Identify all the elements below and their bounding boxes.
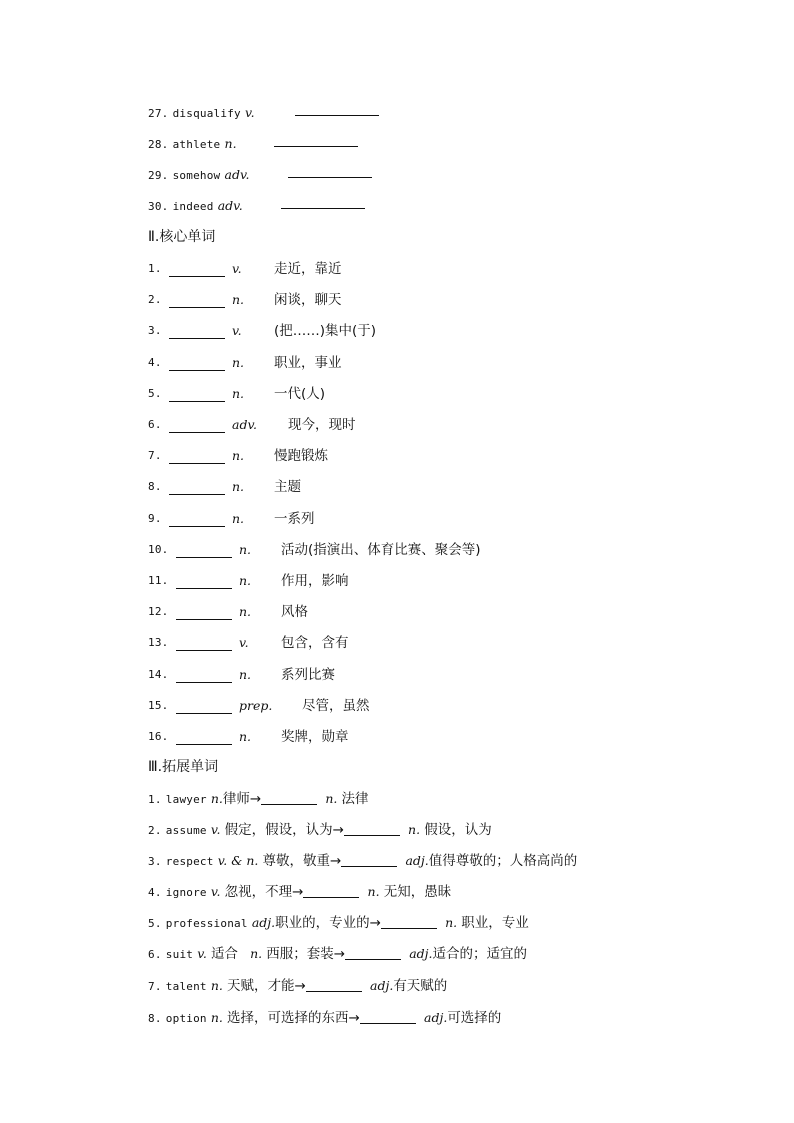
answer-blank[interactable] [169, 387, 225, 402]
answer-blank[interactable] [306, 977, 362, 992]
item-number: 2. [148, 293, 162, 306]
answer-blank[interactable] [288, 163, 372, 178]
item-number: 30. [148, 200, 169, 213]
chinese-meaning: 作用，影响 [281, 573, 349, 589]
chinese-meaning: 天赋，才能→ [227, 978, 306, 994]
answer-blank[interactable] [281, 194, 365, 209]
extended-item-1 [148, 787, 369, 811]
answer-blank[interactable] [169, 512, 225, 527]
item-number: 1. [148, 793, 162, 806]
vocab-item-30 [148, 194, 243, 218]
chinese-meaning: 一系列 [274, 511, 315, 527]
item-number: 14. [148, 668, 169, 681]
part-of-speech: v. [197, 946, 207, 961]
item-number: 3. [148, 324, 162, 337]
item-number: 16. [148, 730, 169, 743]
chinese-meaning: 适合 [210, 946, 238, 962]
derived-part-of-speech: adj. [424, 1010, 448, 1025]
chinese-meaning: 选择，可选择的东西→ [227, 1010, 360, 1026]
part-of-speech: v. [239, 635, 249, 650]
part-of-speech: n. [232, 479, 245, 494]
part-of-speech: n. [210, 1010, 223, 1025]
answer-blank[interactable] [169, 293, 225, 308]
part-of-speech: n. [210, 978, 223, 993]
answer-blank[interactable] [176, 699, 232, 714]
item-number: 6. [148, 948, 162, 961]
answer-blank[interactable] [176, 636, 232, 651]
answer-blank[interactable] [344, 821, 400, 836]
item-number: 10. [148, 543, 169, 556]
answer-blank[interactable] [169, 449, 225, 464]
part-of-speech: v. [244, 105, 255, 120]
extended-item-4 [148, 880, 451, 904]
answer-blank[interactable] [261, 790, 317, 805]
answer-blank[interactable] [295, 101, 379, 116]
derived-meaning: 有天赋的 [393, 978, 448, 994]
english-word: disqualify [172, 107, 241, 120]
chinese-meaning: 尽管，虽然 [302, 698, 370, 714]
english-word: suit [165, 948, 194, 961]
item-number: 7. [148, 980, 162, 993]
item-number: 5. [148, 917, 162, 930]
item-number: 28. [148, 138, 169, 151]
chinese-meaning: 现今，现时 [288, 417, 356, 433]
chinese-meaning: (把……)集中(于) [274, 323, 377, 339]
derived-meaning: 职业，专业 [461, 915, 529, 931]
item-number: 9. [148, 512, 162, 525]
part-of-speech: n. [239, 729, 252, 744]
item-number: 13. [148, 636, 169, 649]
part-of-speech: v. [210, 822, 221, 837]
answer-blank[interactable] [303, 883, 359, 898]
chinese-meaning: 奖牌，勋章 [281, 729, 349, 745]
answer-blank[interactable] [360, 1009, 416, 1024]
part-of-speech: n. [210, 791, 223, 806]
derived-part-of-speech: adj. [409, 946, 433, 961]
second-chinese-meaning: 西服；套装→ [266, 946, 346, 962]
chinese-meaning: 忽视，不理→ [224, 884, 304, 900]
chinese-meaning: 系列比赛 [281, 667, 335, 683]
chinese-meaning: 律师→ [222, 791, 262, 807]
item-number: 11. [148, 574, 169, 587]
extended-item-7 [148, 974, 447, 998]
answer-blank[interactable] [345, 945, 401, 960]
english-word: talent [165, 980, 207, 993]
item-number: 4. [148, 356, 162, 369]
derived-part-of-speech: n. [367, 884, 380, 899]
answer-blank[interactable] [169, 480, 225, 495]
item-number: 15. [148, 699, 169, 712]
extended-item-3 [148, 849, 577, 873]
part-of-speech: n. [232, 448, 245, 463]
chinese-meaning: 一代(人) [274, 386, 326, 402]
item-number: 5. [148, 387, 162, 400]
part-of-speech: n. [239, 604, 252, 619]
chinese-meaning: 慢跑锻炼 [274, 448, 328, 464]
second-part-of-speech: n. [250, 946, 263, 961]
extended-item-6 [148, 942, 527, 966]
derived-meaning: 值得尊敬的；人格高尚的 [428, 853, 578, 869]
answer-blank[interactable] [274, 132, 358, 147]
answer-blank[interactable] [381, 914, 437, 929]
chinese-meaning: 活动(指演出、体育比赛、聚会等) [281, 542, 481, 558]
extended-item-2 [148, 818, 492, 842]
part-of-speech: n. [239, 542, 252, 557]
chinese-meaning: 职业的，专业的→ [275, 915, 381, 931]
section-heading-core-words: Ⅱ.核心单词 [148, 229, 216, 245]
part-of-speech: prep. [239, 698, 273, 713]
part-of-speech: v. [232, 261, 242, 276]
part-of-speech: n. [224, 136, 237, 151]
vocab-item-29 [148, 163, 250, 187]
derived-meaning: 假设，认为 [424, 822, 492, 838]
chinese-meaning: 风格 [281, 604, 308, 620]
part-of-speech: n. [239, 667, 252, 682]
item-number: 7. [148, 449, 162, 462]
item-number: 12. [148, 605, 169, 618]
item-number: 29. [148, 169, 169, 182]
english-word: lawyer [165, 793, 207, 806]
part-of-speech: adv. [224, 167, 250, 182]
part-of-speech: n. [232, 292, 245, 307]
item-number: 2. [148, 824, 162, 837]
item-number: 4. [148, 886, 162, 899]
part-of-speech: adv. [232, 417, 258, 432]
chinese-meaning: 假定，假设，认为→ [224, 822, 344, 838]
item-number: 1. [148, 262, 162, 275]
english-word: athlete [172, 138, 221, 151]
derived-part-of-speech: adj. [370, 978, 394, 993]
part-of-speech: v. & n. [217, 853, 259, 868]
derived-part-of-speech: n. [325, 791, 338, 806]
part-of-speech: n. [232, 355, 245, 370]
chinese-meaning: 尊敬，敬重→ [262, 853, 342, 869]
chinese-meaning: 职业，事业 [274, 355, 342, 371]
english-word: somehow [172, 169, 221, 182]
chinese-meaning: 走近，靠近 [274, 261, 342, 277]
item-number: 27. [148, 107, 169, 120]
derived-meaning: 适合的；适宜的 [432, 946, 528, 962]
derived-meaning: 可选择的 [447, 1010, 502, 1026]
answer-blank[interactable] [169, 356, 225, 371]
vocab-item-27 [148, 101, 255, 125]
answer-blank[interactable] [176, 543, 232, 558]
item-number: 3. [148, 855, 162, 868]
answer-blank[interactable] [169, 262, 225, 277]
chinese-meaning: 主题 [274, 479, 301, 495]
derived-part-of-speech: adj. [405, 853, 429, 868]
answer-blank[interactable] [176, 668, 232, 683]
item-number: 6. [148, 418, 162, 431]
english-word: option [165, 1012, 207, 1025]
english-word: assume [165, 824, 207, 837]
derived-part-of-speech: n. [408, 822, 421, 837]
derived-meaning: 无知，愚昧 [383, 884, 452, 900]
derived-part-of-speech: n. [445, 915, 458, 930]
vocab-item-28 [148, 132, 237, 156]
part-of-speech: adv. [217, 198, 243, 213]
section-heading-extended-words: Ⅲ.拓展单词 [148, 759, 219, 775]
english-word: ignore [165, 886, 207, 899]
part-of-speech: adj. [251, 915, 276, 930]
item-number: 8. [148, 1012, 162, 1025]
part-of-speech: n. [239, 573, 252, 588]
chinese-meaning: 包含，含有 [281, 635, 349, 651]
part-of-speech: v. [232, 323, 242, 338]
extended-item-5 [148, 911, 529, 935]
english-word: respect [165, 855, 214, 868]
english-word: professional [165, 917, 248, 930]
answer-blank[interactable] [341, 852, 397, 867]
answer-blank[interactable] [176, 574, 232, 589]
part-of-speech: n. [232, 386, 245, 401]
extended-item-8 [148, 1006, 501, 1030]
derived-meaning: 法律 [341, 791, 369, 807]
part-of-speech: v. [210, 884, 221, 899]
answer-blank[interactable] [169, 418, 225, 433]
answer-blank[interactable] [169, 324, 225, 339]
item-number: 8. [148, 480, 162, 493]
part-of-speech: n. [232, 511, 245, 526]
chinese-meaning: 闲谈，聊天 [274, 292, 342, 308]
english-word: indeed [172, 200, 214, 213]
answer-blank[interactable] [176, 730, 232, 745]
answer-blank[interactable] [176, 605, 232, 620]
